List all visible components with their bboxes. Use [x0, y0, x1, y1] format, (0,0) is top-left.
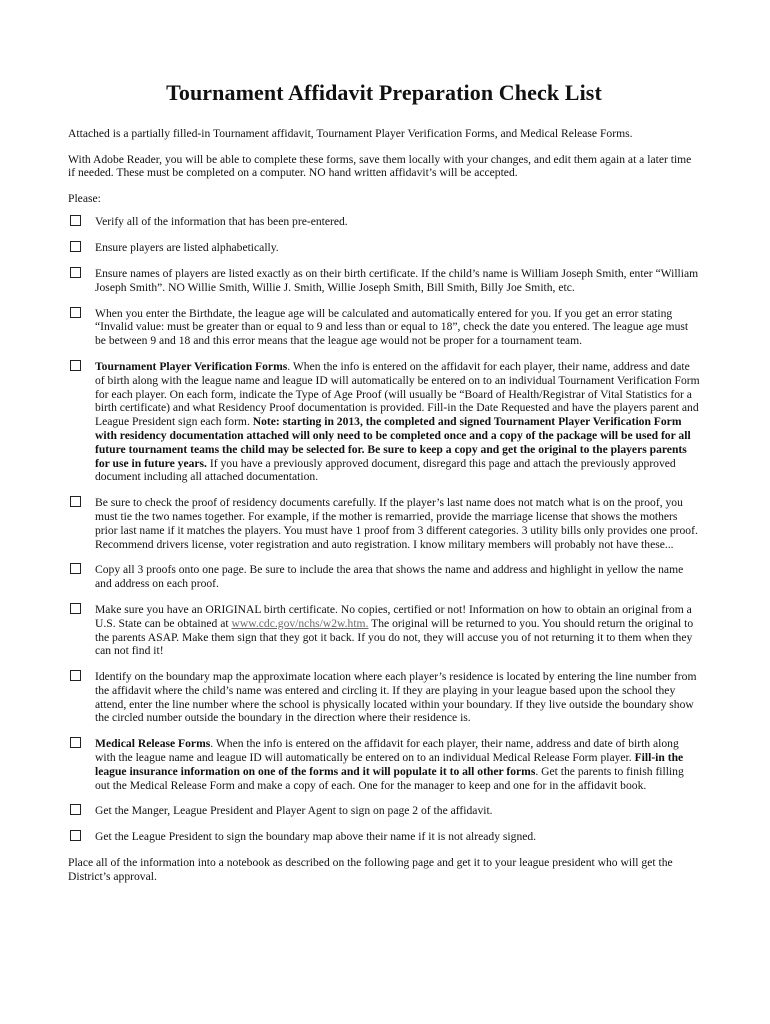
checklist-item-text [95, 603, 693, 657]
checklist-item-text [95, 360, 700, 483]
checkbox-residency-proof[interactable] [70, 496, 81, 507]
please-label: Please: [68, 191, 101, 205]
item-text-part: The original will be returned to you. You should return the original to the parents ASAP. Make them sign that they got it back. If you do not, they will accuse you of not returning it to them when they can not find it! [95, 616, 694, 658]
checklist-item [68, 241, 700, 255]
checklist-item-text: Be sure to check the proof of residency documents carefully. If the player’s last name does not match what is on the proof, you must tie the two names together. For example, if the mother is remarried, provide the marriage license that shows the mothers prior last name if it matches the players. You must have 1 proof from 3 different categories. 3 utility bills only provides one proof. Recommend drivers license, voter registration and auto registration. I know military members will probably not have these... [95, 496, 698, 551]
cdc-link[interactable]: www.cdc.gov/nchs/w2w.htm. [231, 616, 369, 630]
bold-note: Fill-in the league insurance information on one of the forms and it will populate it to all other forms [95, 751, 684, 778]
page-title: Tournament Affidavit Preparation Check List [166, 80, 602, 105]
checklist-item [68, 360, 700, 484]
checklist-item [68, 563, 700, 591]
checklist-item-text: Ensure names of players are listed exactly as on their birth certificate. If the child’s name is William Joseph Smith, enter “William Joseph Smith”. NO Willie Smith, Willie J. Smith, Willie Joseph Smith, Bill Smith, Billy Joe Smith, etc. [95, 266, 699, 294]
checkbox-copy-proofs[interactable] [70, 563, 81, 574]
checkbox-exact-names[interactable] [70, 267, 81, 278]
checklist-item [68, 737, 700, 792]
checkbox-boundary-map[interactable] [70, 670, 81, 681]
checkbox-verify-info[interactable] [70, 215, 81, 226]
checkbox-signatures[interactable] [70, 804, 81, 815]
checklist-item-text: Get the League President to sign the boundary map above their name if it is not already signed. [95, 830, 537, 844]
bold-lead: Medical Release Forms [95, 737, 211, 751]
checkbox-verification-forms[interactable] [70, 360, 81, 371]
checkbox-medical-release[interactable] [70, 737, 81, 748]
checklist-item-text [95, 737, 684, 791]
checklist-item [68, 830, 700, 844]
checklist-item-text: Verify all of the information that has been pre-entered. [95, 215, 348, 229]
checkbox-birth-certificate[interactable] [70, 603, 81, 614]
checklist-item-text: Get the Manger, League President and Player Agent to sign on page 2 of the affidavit. [95, 804, 493, 818]
checklist-item [68, 215, 700, 229]
checklist-item-text: Identify on the boundary map the approximate location where each player’s residence is located by entering the line number from the affidavit where the child’s name was entered and circling it. If they are playing in your league based upon the school they attend, enter the line number where the school is physically located within your boundary. If they live outside the boundary show the circled number outside the boundary in the direction where their residence is. [95, 670, 697, 725]
checklist-item-text: Ensure players are listed alphabetically. [95, 241, 279, 255]
checkbox-president-sign-map[interactable] [70, 830, 81, 841]
item-text-part: . When the info is entered on the affidavit for each player, their name, address and date of birth along with the league name and league ID will automatically be entered on to an individual Tournament Verification Form for each player. On each form, indicate the Type of Age Proof (will usually be “Board of Health/Registrar of Vital Statistics for a birth certificate) and what Residency Proof documentation is provided. Fill-in the Date Requested and have the players parent and League President sign each form. [95, 359, 700, 429]
checklist-item [68, 603, 700, 658]
item-text-part: If you have a previously approved document, disregard this page and attach the previously approved document including all attached documentation. [95, 456, 676, 484]
checklist-item [68, 670, 700, 725]
checklist [68, 215, 700, 844]
checklist-item [68, 804, 700, 818]
closing-paragraph: Place all of the information into a notebook as described on the following page and get it to your league president who will get the District’s approval. [68, 856, 673, 883]
item-text-part: Make sure you have an ORIGINAL birth certificate. No copies, certified or not! Information on how to obtain an original from a U.S. State can be obtained at [95, 602, 692, 630]
adobe-note-paragraph: With Adobe Reader, you will be able to complete these forms, save them locally with your changes, and edit them again at a later time if needed. These must be completed on a computer. NO hand written affidavit’s will be accepted. [68, 152, 692, 180]
checklist-item [68, 307, 700, 348]
intro-paragraph: Attached is a partially filled-in Tournament affidavit, Tournament Player Verification Forms, and Medical Release Forms. [68, 127, 633, 140]
bold-note: Note: starting in 2013, the completed and signed Tournament Player Verification Form with residency documentation attached will only need to be completed once and a copy of the package will be used for all future tournament teams the child may be selected for. Be sure to keep a copy and get the original to the players parents for use in future years. [95, 415, 691, 470]
checklist-item [68, 496, 700, 551]
checklist-item-text: When you enter the Birthdate, the league age will be calculated and automatically entered for you. If you get an error stating “Invalid value: must be greater than or equal to 9 and less than or equal to 18”, check the date you entered. The league age must be between 9 and 18 and this error means that the league age would not be proper for a tournament team. [95, 306, 689, 348]
item-text-part: . Get the parents to finish filling out the Medical Release Form and make a copy of each. One for the manager to keep and one for in the affidavit book. [95, 764, 684, 792]
checklist-item-text: Copy all 3 proofs onto one page. Be sure to include the area that shows the name and address and highlight in yellow the name and address on each proof. [95, 563, 684, 591]
bold-lead: Tournament Player Verification Forms [95, 359, 288, 373]
item-text-part: . When the info is entered on the affidavit for each player, their name, address and date of birth along with the league name and league ID will automatically be entered on to an individual Medical Release Form player. [95, 737, 679, 765]
checkbox-birthdate[interactable] [70, 307, 81, 318]
checkbox-alphabetical[interactable] [70, 241, 81, 252]
checklist-item [68, 267, 700, 295]
